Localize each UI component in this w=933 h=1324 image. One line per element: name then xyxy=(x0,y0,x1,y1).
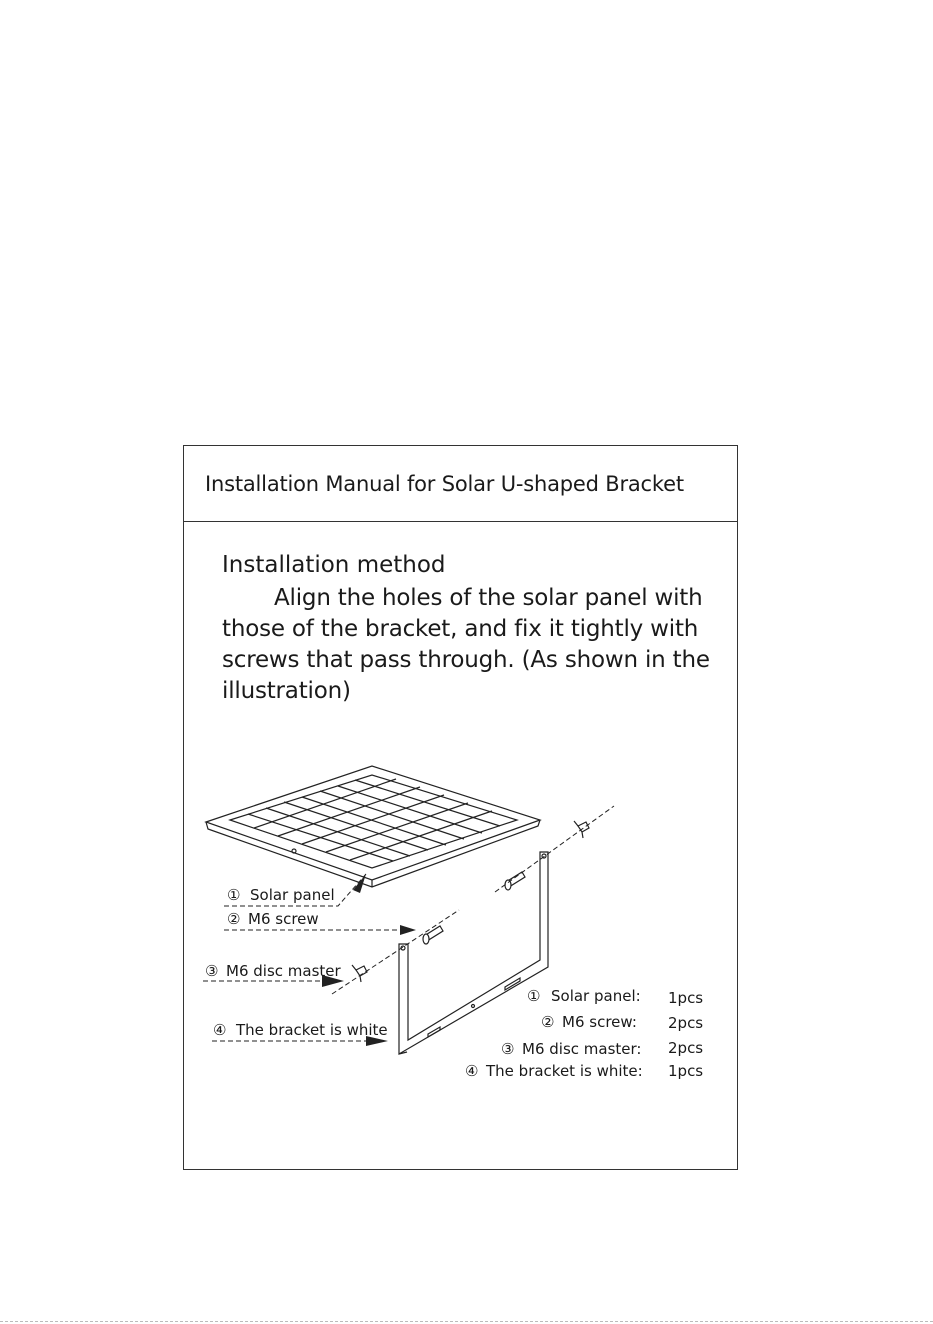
parts-qty-m6-disc-master: 2pcs xyxy=(668,1039,704,1057)
callout-number-1: ① xyxy=(227,886,241,904)
parts-num-3: ③ xyxy=(501,1040,515,1058)
callout-number-2: ② xyxy=(227,910,241,928)
callout-number-3: ③ xyxy=(205,962,219,980)
callout-label-m6-disc-master: M6 disc master xyxy=(226,962,341,980)
parts-label-solar-panel: Solar panel: xyxy=(551,987,641,1005)
callout-number-4: ④ xyxy=(213,1021,227,1039)
parts-label-bracket: The bracket is white: xyxy=(486,1062,643,1080)
parts-num-4: ④ xyxy=(465,1062,479,1080)
m6-screw-icon xyxy=(423,872,525,944)
callout-label-bracket: The bracket is white xyxy=(236,1021,388,1039)
parts-qty-m6-screw: 2pcs xyxy=(668,1014,704,1032)
u-bracket-illustration xyxy=(399,852,548,1054)
callout-m6-disc-master xyxy=(205,962,342,980)
callout-solar-panel xyxy=(227,886,335,904)
callout-label-solar-panel: Solar panel xyxy=(250,886,335,904)
manual-title: Installation Manual for Solar U-shaped Bracket xyxy=(205,472,684,496)
method-title: Installation method xyxy=(222,552,446,578)
callout-bracket xyxy=(213,1021,388,1039)
method-instructions: Align the holes of the solar panel with those of the bracket, and fix it tightly with screws that pass through. (As shown in the illustration) xyxy=(222,585,710,704)
callout-label-m6-screw: M6 screw xyxy=(248,910,319,928)
parts-num-1: ① xyxy=(527,987,541,1005)
parts-num-2: ② xyxy=(541,1013,555,1031)
parts-qty-solar-panel: 1pcs xyxy=(668,989,704,1007)
page-bottom-edge xyxy=(0,1321,933,1323)
parts-label-m6-disc-master: M6 disc master: xyxy=(522,1040,642,1058)
parts-qty-bracket: 1pcs xyxy=(668,1062,704,1080)
callout-m6-screw xyxy=(227,910,319,928)
parts-label-m6-screw: M6 screw: xyxy=(562,1013,637,1031)
solar-panel-illustration xyxy=(206,766,540,887)
parts-list xyxy=(465,987,703,1080)
